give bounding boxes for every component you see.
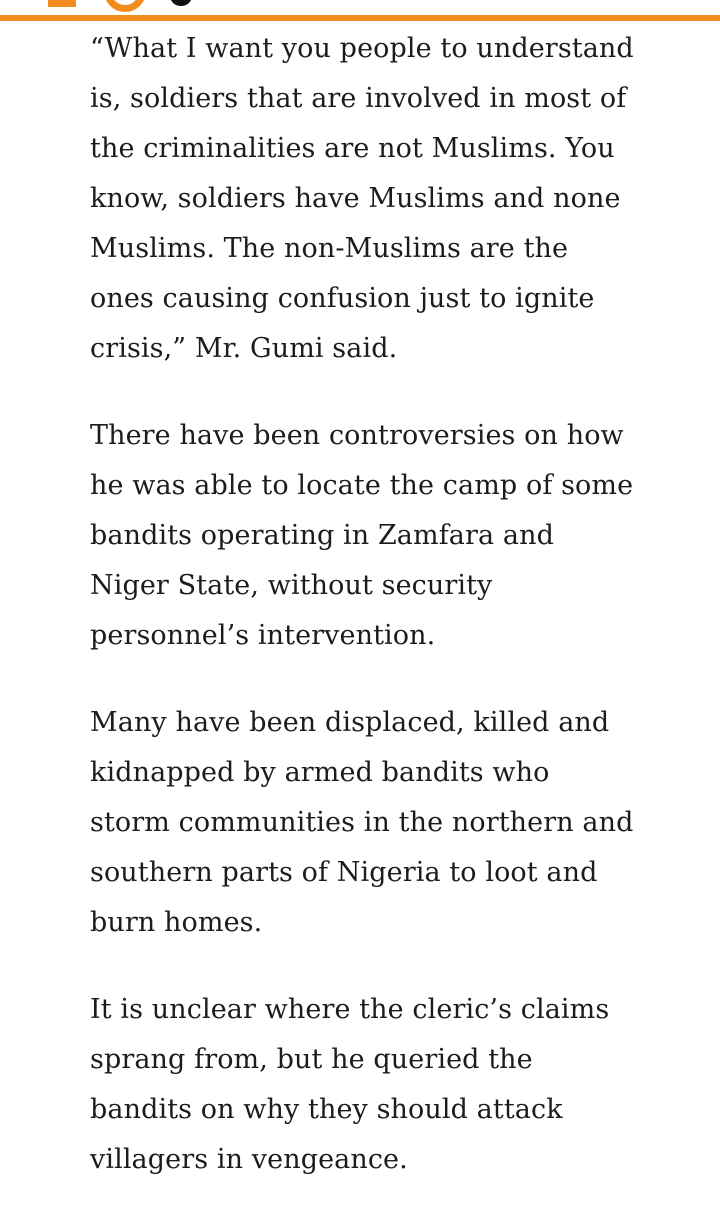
site-header (0, 0, 720, 21)
article-body (90, 24, 635, 1222)
article-paragraph: Many have been displaced, killed and kidnapped by armed bandits who storm communities in the northern and southern parts of Nigeria to loot and burn homes. (90, 707, 634, 938)
article-paragraph: There have been controversies on how he was able to locate the camp of some bandits operating in Zamfara and Niger State, without security personnel’s intervention. (90, 420, 634, 651)
site-logo-icon[interactable] (0, 0, 220, 16)
logo-bar-shape (48, 0, 76, 7)
header-accent-divider (0, 15, 720, 21)
logo-ring-shape (104, 0, 146, 12)
article-paragraph: “What I want you people to understand is, soldiers that are involved in most of the criminalities are not Muslims. You know, soldiers have Muslims and none Muslims. The non-Muslims are the ones causing confusion just to ignite crisis,” Mr. Gumi said. (90, 33, 634, 364)
article-paragraph: It is unclear where the cleric’s claims sprang from, but he queried the bandits on why they should attack villagers in vengeance. (90, 994, 610, 1175)
logo-dot-shape (170, 0, 192, 6)
